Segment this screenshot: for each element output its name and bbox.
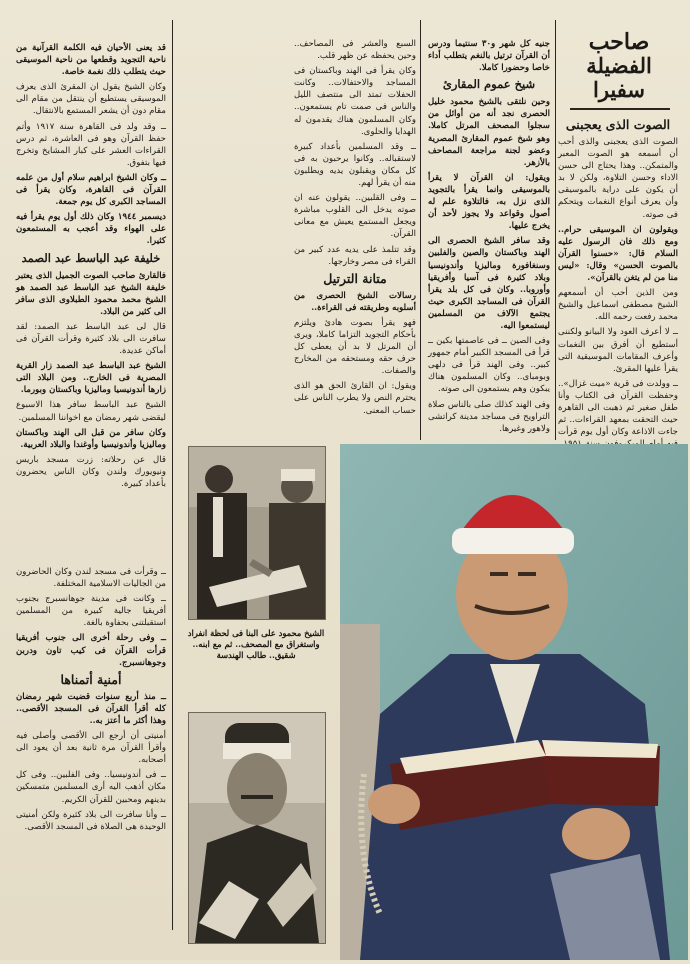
- column-2-heading: شيخ عموم المقارئ: [442, 77, 536, 92]
- title-line-1: صاحب: [588, 29, 650, 55]
- paragraph: وفى الصين ــ فى عاصمتها بكين ــ قرأ فى المسجد الكبير أمام جمهور كبير.. وفى الهند قرأ فى دلهى وبومباى.. وكان المسلمون هناك يبكون وهم يستمعون الى صوته.: [428, 336, 550, 395]
- paragraph: قد يعنى الأحيان فيه الكلمة القرآنية من ناحية التجويد وقطعها من ناحية الموسيقى حيث يتطلب ذلك نغمة خاصة.: [16, 43, 166, 78]
- column-3: [294, 38, 416, 436]
- paragraph: قال لى عبد الباسط عبد الصمد: لقد سافرت الى بلاد كثيرة وقرأت القرآن فى أماكن عديدة.: [16, 321, 166, 357]
- paragraph: الشيخ عبد الباسط عبد الصمد زار القرية المصرية فى الخارج.. ومن البلاد التى زارها أندونيسيا وماليزيا وباكستان وبورما.: [16, 361, 166, 396]
- title-line-2: الفضيلة: [586, 53, 652, 78]
- paragraph: ــ وقرأت فى مسجد لندن وكان الحاضرون من الجاليات الاسلامية المختلفة.: [16, 567, 166, 590]
- paragraph: ــ فى أندونيسيا.. وفى الفلبين.. وفى كل مكان أذهب اليه أرى المسلمين متمسكين بدينهم ومحبين للقرآن الكريم.: [16, 770, 166, 805]
- paragraph: ــ وقد المسلمين بأعداد كبيرة لاستقباله.. وكانوا يرحبون به فى كل مكان ويقبلون يديه ويطلبون منه أن يقرأ لهم.: [294, 141, 416, 189]
- photo-caption: الشيخ محمود على البنا فى لحظة انفراد واستغراق مع المصحف.. ثم مع ابنه.. شقيق.. طالب الهندسة: [187, 628, 325, 660]
- main-photo-illustration: [340, 444, 688, 960]
- paragraph: وحين نلتقى بالشيخ محمود خليل الحصرى نجد أنه من أوائل من سجلوا المصحف المرتل كاملا. وهو شيخ عموم المقارئ المصرية وعضو لجنة مراجعة المصاحف بالأزهر.: [428, 97, 550, 168]
- paragraph: وكان سافر من قبل الى الهند وباكستان وماليزيا وأندونيسيا وأوغندا والبلاد العربية.: [16, 427, 166, 450]
- paragraph: وكان يقرأ فى الهند وباكستان فى المساجد والاحتفالات.. وكانت الحفلات تمتد الى منتصف الليل والناس فى صمت تام يستمعون.. وكان المسلمون هناك يقدمون له الهدايا والحلوى.: [294, 66, 416, 137]
- column-3-heading: متانة الترتيل: [323, 270, 387, 286]
- paragraph: رسالات الشيخ الحصرى من أسلوبه وطريقته فى القراءة..: [294, 290, 416, 313]
- paragraph: الصوت الذى يعجبنى والذى أحب أن أسمعه هو الصوت المعبر والمتمكن.. وهذا يحتاج الى حسن الاداء وحسن التلاوة، ولكن لا بد أن يكون على دراية بالموسيقى وأن يعرف أنواع النغمات ويتحكم فى صوته.: [558, 137, 678, 220]
- paragraph: أمنيتى أن أرجع الى الأقصى وأصلى فيه وأقرأ القرآن مرة ثانية بعد أن يعود الى أصحابه.: [16, 731, 166, 766]
- paragraph: قال عن رحلاته: زرت مسجد باريس ونيويورك ولندن وكان الناس يحضرون بأعداد كبيرة.: [16, 454, 166, 489]
- portrait-illustration: [189, 713, 325, 943]
- paragraph: جنيه كل شهر و٣٠ سنتيما ودرس أن القرآن ترتيل بالنغم يتطلب أداء خاصا وحضورا كاملا.: [428, 39, 550, 74]
- paragraph: ــ وكان الشيخ ابراهيم سلام أول من علمه القرآن فى القاهرة، وكان يقرأ فى المساجد الكبرى كل يوم جمعة.: [16, 172, 166, 208]
- paragraph: ــ وفى القلبين.. يقولون عنه ان صوته يدخل الى القلوب مباشرة ويجعل المستمع يعيش مع معانى القرآن.: [294, 193, 416, 240]
- paragraph: ــ وكانت فى مدينة جوهانسبرج بجنوب أفريقيا جالية كبيرة من المسلمين استقبلتنى بحفاوة بالغة.: [16, 594, 166, 629]
- paragraph: ــ وفى رحلة أخرى الى جنوب أفريقيا قرأت القرآن فى كيب تاون ودربن وجوهانسبرج.: [16, 633, 166, 668]
- paragraph: وفى الهند كذلك صلى بالناس صلاة التراويح فى مساجد مدينة كراتشى ولاهور وغيرها.: [428, 399, 550, 434]
- column-5: [16, 566, 166, 946]
- photo-reading-with-son: [188, 446, 326, 620]
- article-title: [564, 30, 674, 102]
- paragraph: وقد سافر الشيخ الحصرى الى الهند وباكستان والصين والفلبين وسنغافورة وماليزيا وأندونيسيا وبلاد كثيرة فى آسيا وأفريقيا وأوروبا.. وكان فى كل بلد يقرأ القرآن فى المساجد الكبرى حيث يجتمع الآلاف من المسلمين ليستمعوا اليه.: [428, 236, 550, 331]
- column-5-heading: أمنية أتمناها: [60, 671, 122, 687]
- column-4-heading: خليفة عبد الباسط عبد الصمد: [21, 250, 161, 265]
- photo-portrait: [188, 712, 326, 944]
- photo-illustration: [189, 447, 325, 619]
- paragraph: ويقول: ان القرآن لا يقرأ بالموسيقى وانما يقرأ بالتجويد الذى نزل به، فالتلاوة علم له أصول وقواعد ولا يجوز لأحد أن يخرج عليها.: [428, 172, 550, 232]
- column-4: [16, 42, 166, 562]
- column-2: [428, 38, 550, 436]
- paragraph: وكان الشيخ يقول ان المقرئ الذى يعرف الموسيقى يستطيع أن ينتقل من مقام الى مقام دون أن يشعر المستمع بالانتقال.: [16, 82, 166, 117]
- paragraph: وقد تتلمذ على يديه عدد كبير من القراء فى مصر وخارجها.: [294, 244, 416, 267]
- paragraph: ويقول: ان القارئ الحق هو الذى يحترم النص ولا يطرب الناس على حساب المعنى.: [294, 381, 416, 416]
- paragraph: فالقارئ صاحب الصوت الجميل الذى يعتبر خليفة الشيخ عبد الباسط عبد الصمد هو الشيخ محمد محمود الطبلاوى الذى سافر الى كثير من البلاد.: [16, 270, 166, 317]
- title-underline: [570, 108, 670, 110]
- column-divider: [420, 20, 421, 440]
- column-1: [558, 114, 678, 436]
- column-divider: [172, 20, 173, 930]
- paragraph: ــ وأنا سافرت الى بلاد كثيرة ولكن أمنيتى الوحيدة هى الصلاة فى المسجد الأقصى.: [16, 809, 166, 832]
- paragraph: الشيخ عبد الباسط سافر هذا الاسبوع ليقضى شهر رمضان مع اخواننا المسلمين.: [16, 400, 166, 423]
- title-line-3: سفيرا: [593, 77, 645, 102]
- paragraph: فهو يقرأ بصوت هادئ ويلتزم بأحكام التجويد التزاما كاملا، ويرى أن المرتل لا بد أن يعطى كل حرف حقه ومستحقه من المخارج والصفات.: [294, 317, 416, 377]
- paragraph: ديسمبر ١٩٤٤ وكان ذلك أول يوم يقرأ فيه على الهواء وقد أعجب به المستمعون كثيرا.: [16, 212, 166, 247]
- paragraph: ــ منذ أربع سنوات قضيت شهر رمضان كله أقرأ القرآن فى المسجد الأقصى.. وهذا أكثر ما أعتز به..: [16, 691, 166, 726]
- paragraph: ــ وولدت فى قرية «ميت غزال».. وحفظت القرآن فى الكتاب وأنا طفل صغير ثم ذهبت الى القاهرة حيث التحقت بمعهد القراءات.. ثم جاءت الاذاعة وكان أول يوم قرأت: [558, 378, 678, 438]
- paragraph: ومن الذين أحب أن أسمعهم الشيخ مصطفى اسماعيل والشيخ محمد رفعت رحمه الله.: [558, 288, 678, 323]
- paragraph: ويقولون ان الموسيقى حرام.. ومع ذلك فان الرسول عليه السلام قال: «حسنوا القرآن بالصوت الحسن» وقال: «ليس منا من لم يتغن بالقرآن».: [558, 224, 678, 284]
- photo-main-sheikh: [340, 444, 688, 960]
- column-divider: [555, 20, 556, 440]
- paragraph: السبع والعشر فى المصاحف.. وحين يحفظه عن ظهر قلب.: [294, 39, 416, 62]
- paragraph: ــ لا أعرف العود ولا البيانو ولكننى أستطيع أن أفرق بين النغمات وأعرف المقامات الموسيقية التى يقرأ عليها المقرئ.: [558, 327, 678, 374]
- column-1-heading: الصوت الذى يعجبنى: [565, 117, 671, 132]
- paragraph: ــ وقد ولد فى القاهرة سنة ١٩١٧ وأتم حفظ القرآن وهو فى العاشرة، ثم درس القراءات العشر على كبار المشايخ وتخرج فيها بتفوق.: [16, 121, 166, 168]
